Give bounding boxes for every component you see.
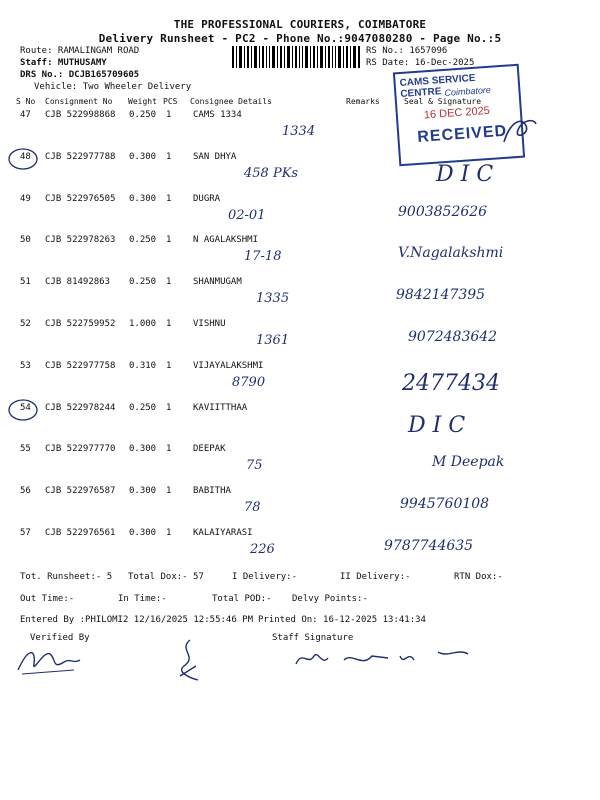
row-weight: 0.250 (129, 402, 157, 413)
runsheet-subtitle: Delivery Runsheet - PC2 - Phone No.:9047080280 - Page No.:5 (98, 32, 502, 45)
second-signature (168, 636, 208, 686)
row-consignment: CJB 81492863 (45, 277, 111, 288)
row-weight: 0.250 (129, 110, 157, 120)
row-sno: 57 (20, 528, 31, 538)
in-time: In Time:- (118, 594, 167, 604)
row-sno: 49 (20, 193, 31, 204)
row-weight: 0.250 (129, 277, 157, 288)
staff-signature-label: Staff Signature (272, 633, 354, 643)
verifier-signature (14, 640, 84, 680)
row-pcs: 1 (166, 151, 172, 162)
staff-label: Staff: MUTHUSAMY (20, 58, 107, 68)
total-pod: Total POD:- (212, 594, 272, 604)
row-consignment: CJB 522978263 (45, 235, 116, 246)
handwritten-note: 78 (244, 500, 261, 516)
handwritten-note: 1334 (282, 124, 316, 139)
row-weight: 0.250 (129, 235, 157, 246)
handwritten-signature: 9072483642 (408, 329, 498, 345)
col-pcs: PCS (163, 97, 178, 106)
barcode (232, 46, 362, 68)
verified-by-label: Verified By (30, 633, 90, 643)
row-pcs: 1 (166, 528, 172, 538)
row-sno: 55 (20, 444, 31, 455)
handwritten-note: 8790 (232, 374, 266, 390)
row-pcs: 1 (166, 193, 172, 204)
row-pcs: 1 (166, 110, 172, 120)
printed-on: Printed On: 16-12-2025 13:41:34 (258, 615, 426, 625)
col-remarks: Remarks (346, 97, 380, 106)
row-consignee: CAMS 1334 (193, 110, 242, 120)
row-pcs: 1 (166, 486, 172, 497)
rs-date: RS Date: 16-Dec-2025 (366, 58, 475, 68)
row-sno: 47 (20, 110, 31, 120)
total-dox: Total Dox:- 57 (128, 572, 204, 582)
table-row (0, 486, 600, 526)
row-weight: 0.310 (129, 360, 157, 371)
row-consignment: CJB 522978244 (45, 402, 116, 413)
handwritten-signature: M Deepak (432, 454, 505, 471)
handwritten-note: 1361 (256, 333, 290, 348)
row-consignee: KALAIYARASI (193, 528, 253, 538)
table-row (0, 528, 600, 568)
handwritten-signature: D I C (408, 412, 466, 438)
handwritten-note: 17-18 (244, 249, 282, 265)
table-row (0, 277, 600, 317)
stamp-date: 16 DEC 2025 (423, 104, 491, 122)
stamp-status: RECEIVED (416, 122, 508, 146)
row-consignee: SAN DHYA (193, 151, 237, 162)
row-weight: 0.300 (129, 151, 157, 162)
ii-delivery: II Delivery:- (340, 572, 411, 582)
row-consignee: BABITHA (193, 486, 231, 497)
staff-signature (292, 644, 482, 674)
col-sno: S No (16, 97, 36, 106)
row-weight: 0.300 (129, 486, 157, 497)
handwritten-signature: D I C (436, 161, 494, 187)
row-consignee: DEEPAK (193, 444, 226, 455)
table-row (0, 235, 600, 275)
delvy-points: Delvy Points:- (292, 594, 368, 604)
row-consignee: VISHNU (193, 319, 226, 329)
row-consignment: CJB 522998868 (45, 110, 116, 120)
row-consignment: CJB 522977788 (45, 151, 116, 162)
entered-by: Entered By :PHILOMI2 12/16/2025 12:55:46 PM (20, 615, 253, 625)
tot-runsheet: Tot. Runsheet:- 5 (20, 572, 113, 582)
stamp-line1: CAMS SERVICE CENTRE (399, 72, 476, 101)
circle-mark-54 (6, 397, 40, 423)
handwritten-note: 226 (250, 542, 275, 557)
table-row (0, 361, 600, 401)
row-weight: 1.000 (129, 319, 157, 329)
drs-number: DRS No.: DCJB165709605 (20, 70, 140, 80)
row-sno: 50 (20, 235, 31, 246)
row-weight: 0.300 (129, 528, 157, 538)
company-title: THE PROFESSIONAL COURIERS, COIMBATORE (173, 18, 427, 31)
row-pcs: 1 (166, 444, 172, 455)
handwritten-signature: 9003852626 (398, 203, 488, 220)
row-consignee: SHANMUGAM (193, 277, 242, 288)
table-row (0, 444, 600, 484)
row-pcs: 1 (166, 360, 172, 371)
handwritten-note: 02-01 (228, 207, 266, 223)
handwritten-signature: 2477434 (402, 370, 500, 396)
col-consignee: Consignee Details (190, 97, 272, 106)
row-consignee: N AGALAKSHMI (193, 235, 259, 246)
row-weight: 0.300 (129, 444, 157, 455)
rtn-dox: RTN Dox:- (454, 572, 503, 582)
row-consignee: VIJAYALAKSHMI (193, 360, 264, 371)
row-pcs: 1 (166, 402, 172, 413)
row-consignment: CJB 522976587 (45, 486, 116, 497)
row-consignment: CJB 522976561 (45, 528, 116, 538)
handwritten-signature: 9945760108 (400, 496, 490, 513)
stamp-line2: Coimbatore (444, 84, 492, 98)
row-consignee: KAVIITTHAA (193, 402, 248, 413)
i-delivery: I Delivery:- (232, 572, 298, 582)
row-consignment: CJB 522977770 (45, 444, 116, 455)
row-sno: 48 (20, 151, 31, 162)
row-consignment: CJB 522759952 (45, 319, 116, 329)
row-sno: 52 (20, 319, 31, 329)
row-pcs: 1 (166, 235, 172, 246)
row-consignment: CJB 522976505 (45, 193, 116, 204)
row-sno: 54 (20, 402, 31, 413)
vehicle-label: Vehicle: Two Wheeler Delivery (34, 82, 192, 92)
row-consignee: DUGRA (193, 193, 221, 204)
table-row (0, 403, 600, 443)
row-pcs: 1 (166, 319, 172, 329)
rs-number: RS No.: 1657096 (366, 46, 448, 56)
circle-mark-48 (6, 146, 40, 172)
row-pcs: 1 (166, 277, 172, 288)
handwritten-signature: 9842147395 (396, 287, 486, 304)
col-weight: Weight (128, 97, 157, 106)
handwritten-note: 1335 (256, 291, 290, 307)
route-label: Route: RAMALINGAM ROAD (20, 46, 140, 56)
row-sno: 53 (20, 360, 31, 371)
col-signature: Seal & Signature (404, 97, 482, 106)
row-sno: 56 (20, 486, 31, 497)
handwritten-signature: V.Nagalakshmi (398, 245, 504, 262)
stamp-signature-scribble (500, 112, 540, 148)
table-row (0, 194, 600, 234)
table-row (0, 319, 600, 359)
handwritten-signature: 9787744635 (384, 538, 474, 554)
row-weight: 0.300 (129, 193, 157, 204)
handwritten-note: 458 PKs (244, 165, 299, 181)
out-time: Out Time:- (20, 594, 75, 604)
handwritten-note: 75 (246, 458, 263, 474)
row-sno: 51 (20, 277, 31, 288)
col-consignment: Consignment No (45, 97, 113, 106)
row-consignment: CJB 522977758 (45, 360, 116, 371)
